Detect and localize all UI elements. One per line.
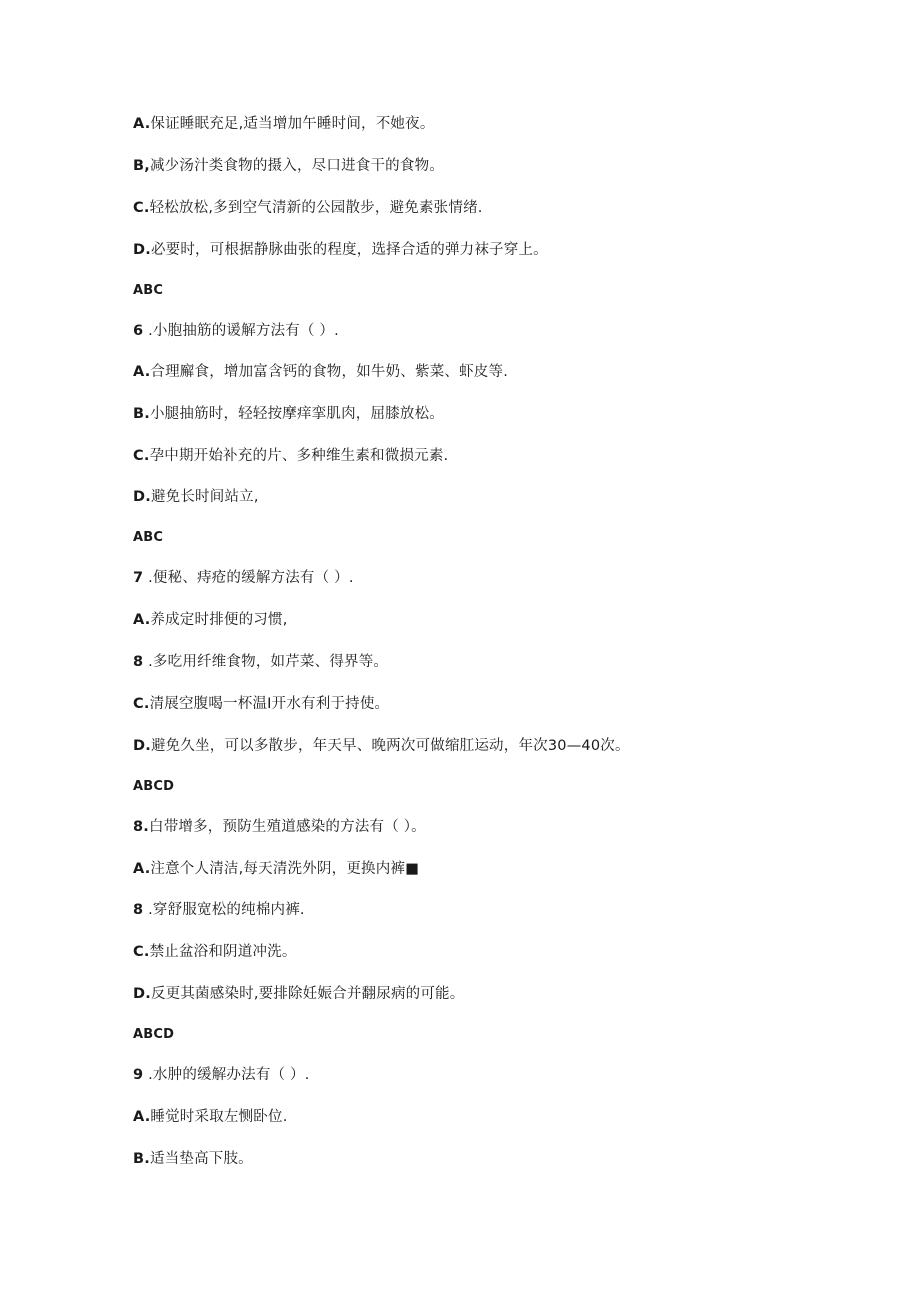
option-label: C.	[133, 200, 150, 216]
line-text: 禁止盆浴和阴道冲洗。	[149, 944, 297, 960]
option-label: B.	[133, 406, 150, 422]
question-line	[133, 446, 448, 466]
line-text: 清展空腹喝一杯温I开水有利于持使。	[149, 696, 390, 712]
line-text: 避免久坐，可以多散步，年天早、晚两次可做缩肛运动，年次30—40次。	[150, 738, 630, 754]
option-label: A.	[133, 1109, 151, 1125]
option-label: 8.	[133, 819, 149, 835]
line-text: 合理廨食，增加富含钙的食物，如牛奶、紫菜、虾皮等.	[150, 364, 509, 380]
option-label: 7	[133, 570, 144, 586]
question-line	[133, 1065, 310, 1085]
option-label: C.	[133, 448, 150, 464]
question-line	[133, 859, 419, 879]
question-line	[133, 362, 508, 382]
question-line	[133, 198, 483, 218]
line-text: 轻松放松,多到空气清新的公园散步，避免素张情绪.	[149, 200, 483, 216]
line-text: 减少汤汁类食物的摄入，尽口进食干的食物。	[149, 158, 444, 174]
line-text: 小腿抽筋时，轻轻按摩痒挛肌肉，屈膝放松。	[149, 406, 444, 422]
question-line	[133, 942, 297, 962]
line-text: .穿舒服宽松的纯棉内裤.	[143, 902, 305, 918]
line-text: .多吃用纤维食物，如芹菜、得界等。	[143, 654, 389, 670]
option-label: A.	[133, 364, 151, 380]
option-label: C.	[133, 944, 150, 960]
option-label: D.	[133, 242, 151, 258]
line-text: 孕中期开始补充的片、多种维生素和微损元素.	[149, 448, 449, 464]
answer-line	[133, 527, 163, 548]
question-line	[133, 404, 444, 424]
option-label: A.	[133, 861, 151, 877]
question-line	[133, 321, 339, 341]
line-text: 反更其菌感染时,要排除妊娠合并翻尿病的可能。	[150, 986, 465, 1002]
line-text: .便秘、痔疮的缓解方法有（ ）.	[143, 570, 354, 586]
answer-line	[133, 1024, 174, 1045]
question-line	[133, 652, 388, 672]
line-text: 必要时，可根据静脉曲张的程度，选择合适的弹力袜子穿上。	[150, 242, 548, 258]
answer-key: ABCD	[133, 1027, 175, 1042]
option-label: D.	[133, 986, 151, 1002]
question-line	[133, 156, 444, 176]
question-line	[133, 487, 259, 507]
option-label: B,	[133, 158, 150, 174]
option-label: A.	[133, 116, 151, 132]
answer-line	[133, 776, 174, 797]
line-text: .小胞抽筋的谖解方法有（ ）.	[143, 323, 339, 339]
question-line	[133, 610, 288, 630]
question-line	[133, 736, 630, 756]
question-line	[133, 900, 305, 920]
question-line	[133, 817, 426, 837]
answer-line	[133, 280, 163, 301]
option-label: D.	[133, 738, 151, 754]
line-text: 适当垫高下肢。	[149, 1151, 253, 1167]
line-text: 睡觉时采取左恻卧位.	[150, 1109, 288, 1125]
line-text: 注意个人清洁,每天清洗外阴，更换内裤■	[150, 861, 420, 877]
question-line	[133, 568, 354, 588]
question-line	[133, 1149, 253, 1169]
line-text: .水肿的缓解办法有（ ）.	[143, 1067, 310, 1083]
answer-key: ABCD	[133, 779, 175, 794]
option-label: B.	[133, 1151, 150, 1167]
option-label: A.	[133, 612, 151, 628]
option-label: 9	[133, 1067, 144, 1083]
option-label: 8	[133, 902, 144, 918]
answer-key: ABC	[133, 530, 164, 545]
option-label: C.	[133, 696, 150, 712]
question-line	[133, 114, 435, 134]
line-text: 养成定时排便的习惯,	[150, 612, 288, 628]
question-line	[133, 984, 464, 1004]
question-line	[133, 694, 389, 714]
question-line	[133, 1107, 288, 1127]
answer-key: ABC	[133, 283, 164, 298]
line-text: 避免长时间站立,	[150, 489, 259, 505]
question-line	[133, 240, 548, 260]
line-text: 白带增多，预防生殖道感染的方法有（ ）。	[149, 819, 426, 835]
option-label: 8	[133, 654, 144, 670]
option-label: 6	[133, 323, 144, 339]
line-text: 保证睡眠充足,适当增加午睡时间，不她夜。	[150, 116, 435, 132]
option-label: D.	[133, 489, 151, 505]
